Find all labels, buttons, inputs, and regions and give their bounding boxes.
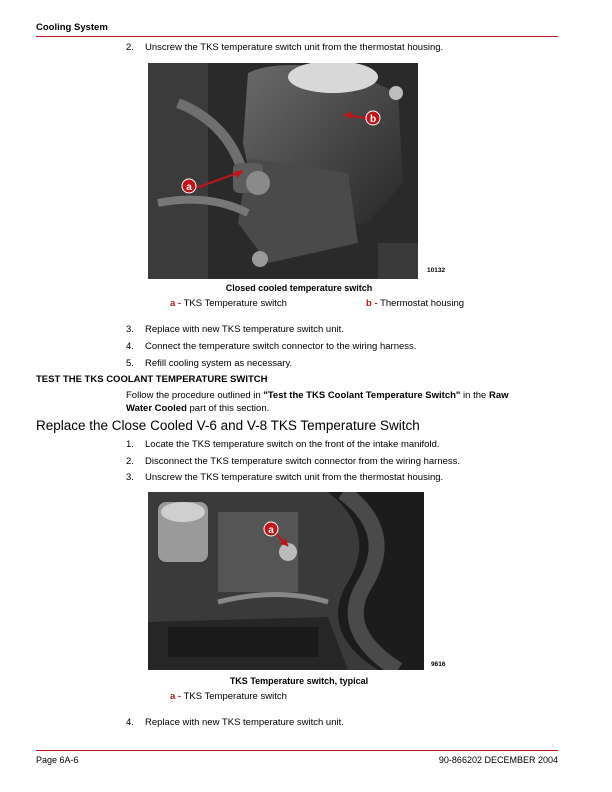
figure-2-id: 9616 — [431, 661, 446, 668]
step-2-unscrew: 2. Unscrew the TKS temperature switch unit from the thermostat housing. — [126, 42, 444, 53]
figure-1-legend-a: a - TKS Temperature switch — [170, 298, 287, 309]
footer-page-number: Page 6A-6 — [36, 755, 79, 765]
replace-step-2: 2. Disconnect the TKS temperature switch connector from the wiring harness. — [126, 456, 461, 467]
footer-doc-id: 90-866202 DECEMBER 2004 — [438, 755, 558, 765]
step-3-replace: 3. Replace with new TKS temperature switch unit. — [126, 324, 344, 335]
callout-a-label: a — [186, 182, 192, 193]
figure-1-photo — [148, 63, 418, 279]
engine-thermostat-photo — [148, 63, 418, 279]
figure-2-caption: TKS Temperature switch, typical — [229, 676, 369, 686]
header-rule — [36, 36, 558, 37]
step-5-refill: 5. Refill cooling system as necessary. — [126, 358, 293, 369]
callout-b-label: b — [369, 114, 377, 125]
figure-1-id: 10132 — [427, 267, 446, 274]
final-step-4-replace: 4. Replace with new TKS temperature switch unit. — [126, 717, 344, 728]
step-4-connect: 4. Connect the temperature switch connector to the wiring harness. — [126, 341, 417, 352]
footer-rule — [36, 750, 558, 751]
test-section-heading: TEST THE TKS COOLANT TEMPERATURE SWITCH — [36, 374, 268, 385]
running-header: Cooling System — [36, 22, 108, 33]
figure-1-caption: Closed cooled temperature switch — [225, 283, 373, 293]
test-section-paragraph: Follow the procedure outlined in "Test the TKS Coolant Temperature Switch" in the Raw Water Cooled part of this section. — [126, 390, 509, 414]
replace-section-heading: Replace the Close Cooled V-6 and V-8 TKS Temperature Switch — [36, 418, 420, 433]
intake-manifold-photo — [148, 492, 424, 670]
callout-a-label-2: a — [268, 525, 274, 536]
figure-1-legend-b: b - Thermostat housing — [366, 298, 465, 309]
figure-2-legend-a: a - TKS Temperature switch — [170, 691, 287, 702]
replace-step-3: 3. Unscrew the TKS temperature switch unit from the thermostat housing. — [126, 472, 444, 483]
replace-step-1: 1. Locate the TKS temperature switch on the front of the intake manifold. — [126, 439, 440, 450]
figure-2-photo — [148, 492, 424, 670]
